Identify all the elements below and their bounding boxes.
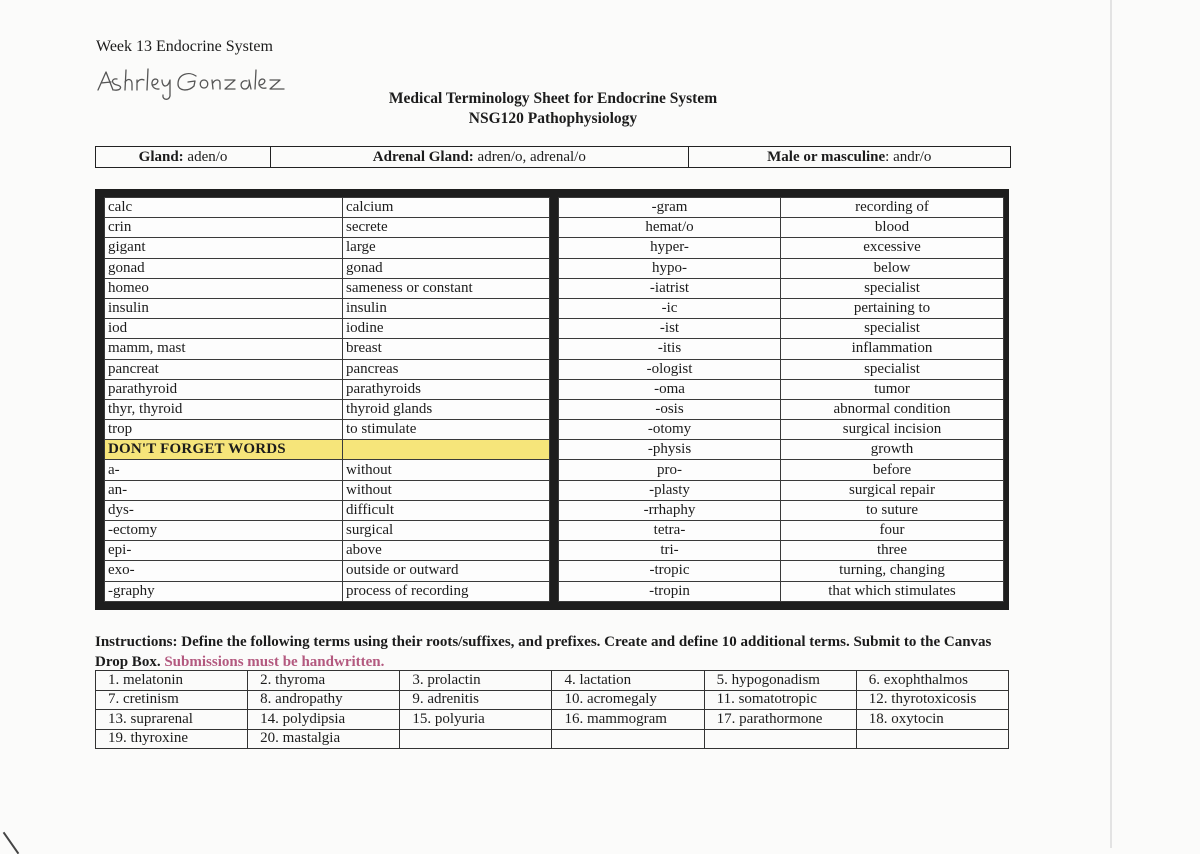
right-term-row <box>559 238 1004 258</box>
assignment-term <box>856 729 1008 749</box>
left-term-row <box>105 521 550 541</box>
right-term-row <box>559 278 1004 298</box>
term-meaning: blood <box>781 218 1004 238</box>
assignment-term: 1. melatonin <box>96 671 248 691</box>
assignment-term: 10. acromegaly <box>552 690 704 710</box>
term: exo- <box>105 561 343 581</box>
assignment-term: 17. parathormone <box>704 710 856 730</box>
term: -rrhaphy <box>559 500 781 520</box>
right-term-row <box>559 581 1004 601</box>
term: -iatrist <box>559 278 781 298</box>
term-meaning: growth <box>781 440 1004 460</box>
assignment-term: 5. hypogonadism <box>704 671 856 691</box>
left-term-row <box>105 581 550 601</box>
root-gland: Gland: aden/o <box>96 147 271 168</box>
assignment-term: 2. thyroma <box>248 671 400 691</box>
term-meaning: before <box>781 460 1004 480</box>
right-term-row <box>559 298 1004 318</box>
term: -physis <box>559 440 781 460</box>
assignment-row <box>96 729 1009 749</box>
assignment-term: 8. andropathy <box>248 690 400 710</box>
right-term-row <box>559 258 1004 278</box>
right-term-row <box>559 500 1004 520</box>
left-term-row <box>105 339 550 359</box>
assignment-term <box>704 729 856 749</box>
assignment-term: 15. polyuria <box>400 710 552 730</box>
term: -graphy <box>105 581 343 601</box>
right-term-row <box>559 460 1004 480</box>
left-term-row <box>105 218 550 238</box>
terminology-table <box>95 189 1009 610</box>
term: an- <box>105 480 343 500</box>
term-meaning: recording of <box>781 198 1004 218</box>
term-meaning: that which stimulates <box>781 581 1004 601</box>
instructions: Instructions: Define the following terms using their roots/suffixes, and prefixes. Create and define 10 additional terms. Submit to the Canvas Drop Box. Submissions must be handwritten. <box>95 634 992 670</box>
term: gonad <box>105 258 343 278</box>
term-meaning: insulin <box>343 298 550 318</box>
root-male: Male or masculine: andr/o <box>688 147 1010 168</box>
right-term-row <box>559 359 1004 379</box>
term: pro- <box>559 460 781 480</box>
term-meaning: surgical <box>343 521 550 541</box>
left-term-row <box>105 480 550 500</box>
term-meaning: parathyroids <box>343 379 550 399</box>
roots-table <box>95 146 1011 168</box>
term-meaning: inflammation <box>781 339 1004 359</box>
left-term-row <box>105 500 550 520</box>
term: hemat/o <box>559 218 781 238</box>
term: -osis <box>559 399 781 419</box>
right-term-row <box>559 521 1004 541</box>
term: -ectomy <box>105 521 343 541</box>
term-meaning: turning, changing <box>781 561 1004 581</box>
term-meaning: pancreas <box>343 359 550 379</box>
term: thyr, thyroid <box>105 399 343 419</box>
left-term-row <box>105 420 550 440</box>
term: parathyroid <box>105 379 343 399</box>
left-term-row <box>105 278 550 298</box>
term: -tropic <box>559 561 781 581</box>
term: mamm, mast <box>105 339 343 359</box>
left-term-row <box>105 298 550 318</box>
term: -ic <box>559 298 781 318</box>
term: -plasty <box>559 480 781 500</box>
right-term-row <box>559 420 1004 440</box>
page-edge <box>1110 0 1112 848</box>
term-meaning: tumor <box>781 379 1004 399</box>
terms-right-panel <box>558 197 1004 602</box>
term-meaning: process of recording <box>343 581 550 601</box>
term: -tropin <box>559 581 781 601</box>
right-term-row <box>559 319 1004 339</box>
week-label: Week 13 Endocrine System <box>96 38 273 55</box>
term-meaning: four <box>781 521 1004 541</box>
term-meaning: specialist <box>781 359 1004 379</box>
assignment-term: 19. thyroxine <box>96 729 248 749</box>
term: -gram <box>559 198 781 218</box>
right-term-row <box>559 440 1004 460</box>
term: dys- <box>105 500 343 520</box>
assignment-term: 13. suprarenal <box>96 710 248 730</box>
term: gigant <box>105 238 343 258</box>
term-meaning: without <box>343 460 550 480</box>
term-meaning: three <box>781 541 1004 561</box>
right-term-row <box>559 541 1004 561</box>
assignment-term: 18. oxytocin <box>856 710 1008 730</box>
term-meaning: surgical repair <box>781 480 1004 500</box>
assignment-term: 20. mastalgia <box>248 729 400 749</box>
term-meaning: abnormal condition <box>781 399 1004 419</box>
assignment-term: 12. thyrotoxicosis <box>856 690 1008 710</box>
left-term-row <box>105 561 550 581</box>
term: hyper- <box>559 238 781 258</box>
term-meaning: sameness or constant <box>343 278 550 298</box>
assignment-term: 16. mammogram <box>552 710 704 730</box>
right-term-row <box>559 339 1004 359</box>
left-term-row <box>105 541 550 561</box>
term-meaning: difficult <box>343 500 550 520</box>
terms-left-panel <box>104 197 550 602</box>
term-meaning: iodine <box>343 319 550 339</box>
course-title: NSG120 Pathophysiology <box>468 110 638 127</box>
left-term-row <box>105 460 550 480</box>
term: -ologist <box>559 359 781 379</box>
scan-mark <box>3 832 20 854</box>
term-meaning: surgical incision <box>781 420 1004 440</box>
term-meaning <box>343 440 550 460</box>
left-term-row <box>105 359 550 379</box>
left-term-row <box>105 258 550 278</box>
assignment-term: 7. cretinism <box>96 690 248 710</box>
right-term-row <box>559 379 1004 399</box>
assignment-row <box>96 710 1009 730</box>
term: -oma <box>559 379 781 399</box>
term-meaning: excessive <box>781 238 1004 258</box>
assignment-term: 3. prolactin <box>400 671 552 691</box>
handwritten-note: Submissions must be handwritten. <box>164 654 385 670</box>
term-meaning: pertaining to <box>781 298 1004 318</box>
term-meaning: above <box>343 541 550 561</box>
term: hypo- <box>559 258 781 278</box>
assignment-term: 4. lactation <box>552 671 704 691</box>
term: DON'T FORGET WORDS <box>105 440 343 460</box>
term-meaning: specialist <box>781 319 1004 339</box>
term: -itis <box>559 339 781 359</box>
right-term-row <box>559 561 1004 581</box>
term: trop <box>105 420 343 440</box>
term-meaning: specialist <box>781 278 1004 298</box>
term-meaning: calcium <box>343 198 550 218</box>
term: epi- <box>105 541 343 561</box>
term-meaning: outside or outward <box>343 561 550 581</box>
right-term-row <box>559 198 1004 218</box>
term-meaning: secrete <box>343 218 550 238</box>
left-term-row <box>105 399 550 419</box>
term-meaning: breast <box>343 339 550 359</box>
term: crin <box>105 218 343 238</box>
assignment-term <box>400 729 552 749</box>
term-meaning: large <box>343 238 550 258</box>
left-term-row <box>105 440 550 460</box>
left-term-row <box>105 238 550 258</box>
assignment-term: 14. polydipsia <box>248 710 400 730</box>
term-meaning: to suture <box>781 500 1004 520</box>
term: calc <box>105 198 343 218</box>
assignment-terms-table <box>95 670 1009 749</box>
term-meaning: thyroid glands <box>343 399 550 419</box>
right-term-row <box>559 480 1004 500</box>
term: pancreat <box>105 359 343 379</box>
assignment-term: 6. exophthalmos <box>856 671 1008 691</box>
assignment-row <box>96 671 1009 691</box>
term: tri- <box>559 541 781 561</box>
term: -ist <box>559 319 781 339</box>
sheet-title: Medical Terminology Sheet for Endocrine System <box>388 90 718 107</box>
handwritten-signature <box>92 66 292 102</box>
term: -otomy <box>559 420 781 440</box>
assignment-term <box>552 729 704 749</box>
assignment-term: 9. adrenitis <box>400 690 552 710</box>
term: homeo <box>105 278 343 298</box>
term-meaning: below <box>781 258 1004 278</box>
left-term-row <box>105 319 550 339</box>
term: insulin <box>105 298 343 318</box>
term: a- <box>105 460 343 480</box>
left-term-row <box>105 198 550 218</box>
term-meaning: without <box>343 480 550 500</box>
right-term-row <box>559 218 1004 238</box>
term: tetra- <box>559 521 781 541</box>
term-meaning: to stimulate <box>343 420 550 440</box>
term-meaning: gonad <box>343 258 550 278</box>
term: iod <box>105 319 343 339</box>
root-adrenal-gland: Adrenal Gland: adren/o, adrenal/o <box>271 147 688 168</box>
assignment-row <box>96 690 1009 710</box>
left-term-row <box>105 379 550 399</box>
right-term-row <box>559 399 1004 419</box>
assignment-term: 11. somatotropic <box>704 690 856 710</box>
